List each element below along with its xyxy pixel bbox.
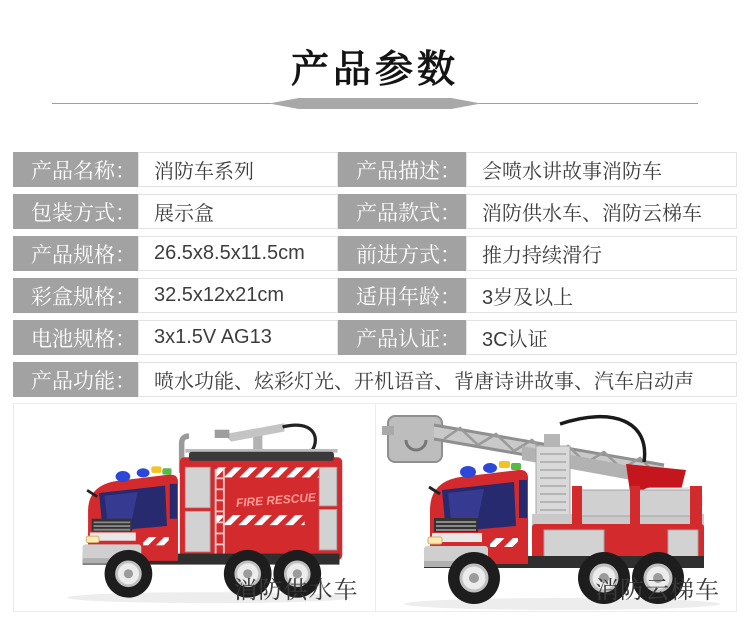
- spec-value-certification: 3C认证: [466, 320, 737, 355]
- table-row: [13, 236, 737, 271]
- spec-label-product-name: 产品名称：: [13, 152, 138, 187]
- page-title: 产品参数: [290, 49, 459, 91]
- spec-label-product-size: 产品规格：: [13, 236, 138, 271]
- spec-label-packaging: 包装方式：: [13, 194, 138, 229]
- spec-label-description: 产品描述：: [338, 152, 466, 187]
- table-row: [13, 194, 737, 229]
- spec-label-functions: 产品功能：: [13, 362, 138, 397]
- spec-label-box-size: 彩盒规格：: [13, 278, 138, 313]
- gallery-item-ladder-truck: [376, 404, 737, 611]
- spec-label-age: 适用年龄：: [338, 278, 466, 313]
- divider-lens-shape: [269, 98, 481, 109]
- spec-value-style: 消防供水车、消防云梯车: [466, 194, 737, 229]
- table-row: [13, 320, 737, 355]
- gallery-item-water-truck: [14, 404, 376, 611]
- spec-value-description: 会喷水讲故事消防车: [466, 152, 737, 187]
- product-image-gallery: [13, 403, 737, 612]
- spec-label-certification: 产品认证：: [338, 320, 466, 355]
- spec-value-product-name: 消防车系列: [138, 152, 338, 187]
- spec-table: [13, 152, 737, 404]
- spec-value-box-size: 32.5x12x21cm: [138, 278, 338, 313]
- spec-value-movement: 推力持续滑行: [466, 236, 737, 271]
- caption-ladder-truck: 消防云梯车: [595, 577, 720, 604]
- title-divider: [0, 97, 750, 110]
- spec-value-battery: 3x1.5V AG13: [138, 320, 338, 355]
- spec-label-movement: 前进方式：: [338, 236, 466, 271]
- svg-text:FIRE RESCUE: FIRE RESCUE: [235, 490, 317, 510]
- spec-label-style: 产品款式：: [338, 194, 466, 229]
- spec-value-age: 3岁及以上: [466, 278, 737, 313]
- spec-label-battery: 电池规格：: [13, 320, 138, 355]
- table-row: [13, 278, 737, 313]
- caption-water-truck: 消防供水车: [233, 577, 359, 604]
- spec-value-packaging: 展示盒: [138, 194, 338, 229]
- spec-value-functions: 喷水功能、炫彩灯光、开机语音、背唐诗讲故事、汽车启动声: [138, 362, 737, 397]
- table-row: [13, 152, 737, 187]
- spec-value-product-size: 26.5x8.5x11.5cm: [138, 236, 338, 271]
- table-row: [13, 362, 737, 397]
